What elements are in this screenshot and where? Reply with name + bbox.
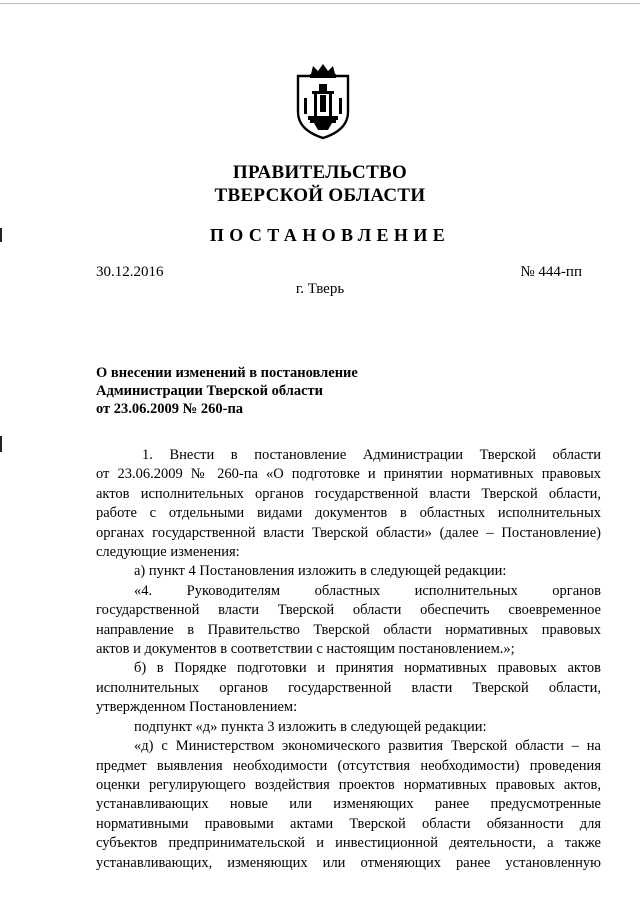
scan-edge-mark xyxy=(0,436,2,452)
body-line: предмет выявления необходимости (отсутствия необходимости) проведения xyxy=(96,757,601,774)
body-line: нормативными правовыми актами Тверской области обязанности для xyxy=(96,815,601,832)
body-line: 1. Внести в постановление Администрации Тверской области xyxy=(142,447,601,463)
document-date: 30.12.2016 xyxy=(96,264,164,280)
body-line: актов и документов в соответствии с настоящим постановлением.»; xyxy=(96,641,515,658)
body-line: «4. Руководителям областных исполнительных органов xyxy=(134,582,601,599)
body-line: «д) с Министерством экономического развития Тверской области – на xyxy=(134,738,601,755)
body-line: а) пункт 4 Постановления изложить в следующей редакции: xyxy=(134,563,507,580)
body-line: органах государственной власти Тверской области» (далее – Постановление) xyxy=(96,524,601,541)
document-type-title: ПОСТАНОВЛЕНИЕ xyxy=(209,225,451,245)
coat-of-arms-emblem xyxy=(295,62,351,140)
body-line: б) в Порядке подготовки и принятия нормативных правовых актов xyxy=(134,660,601,677)
document-city: г. Тверь xyxy=(295,281,345,297)
body-line: устанавливающих, изменяющих или отменяющих ранее установленную xyxy=(96,854,601,871)
subject-line: от 23.06.2009 № 260-па xyxy=(96,401,244,417)
document-subject xyxy=(96,364,358,418)
subject-line: Администрации Тверской области xyxy=(96,383,324,399)
body-line: следующие изменения: xyxy=(96,544,240,561)
body-line: субъектов предпринимательской и инвестиционной деятельности, а также xyxy=(96,835,601,852)
organization-name-line2: ТВЕРСКОЙ ОБЛАСТИ xyxy=(214,185,426,206)
scan-edge-mark xyxy=(0,228,2,242)
document-body xyxy=(96,446,601,873)
organization-name-line1: ПРАВИТЕЛЬСТВО xyxy=(232,162,408,183)
body-line: оценки регулирующего воздействия проектов нормативных правовых актов, xyxy=(96,776,601,793)
body-line: утвержденном Постановлением: xyxy=(96,699,298,716)
document-number: № 444-пп xyxy=(520,264,582,280)
body-line: устанавливающих новые или изменяющих ранее предусмотренные xyxy=(96,796,601,813)
scan-edge-line xyxy=(0,3,640,4)
body-line: государственной власти Тверской области обеспечить своевременное xyxy=(96,602,601,619)
body-line: от 23.06.2009 № 260-па «О подготовке и принятии нормативных правовых xyxy=(96,466,601,483)
body-line: исполнительных органов государственной власти Тверской области, xyxy=(96,679,601,696)
body-line: направление в Правительство Тверской области нормативных правовых xyxy=(96,621,601,638)
body-line: подпункт «д» пункта 3 изложить в следующей редакции: xyxy=(134,718,487,735)
body-line: актов исполнительных органов государственной власти Тверской области, xyxy=(96,485,601,502)
subject-line: О внесении изменений в постановление xyxy=(96,365,358,381)
body-line: работе с отдельными видами документов в областных исполнительных xyxy=(96,505,601,522)
